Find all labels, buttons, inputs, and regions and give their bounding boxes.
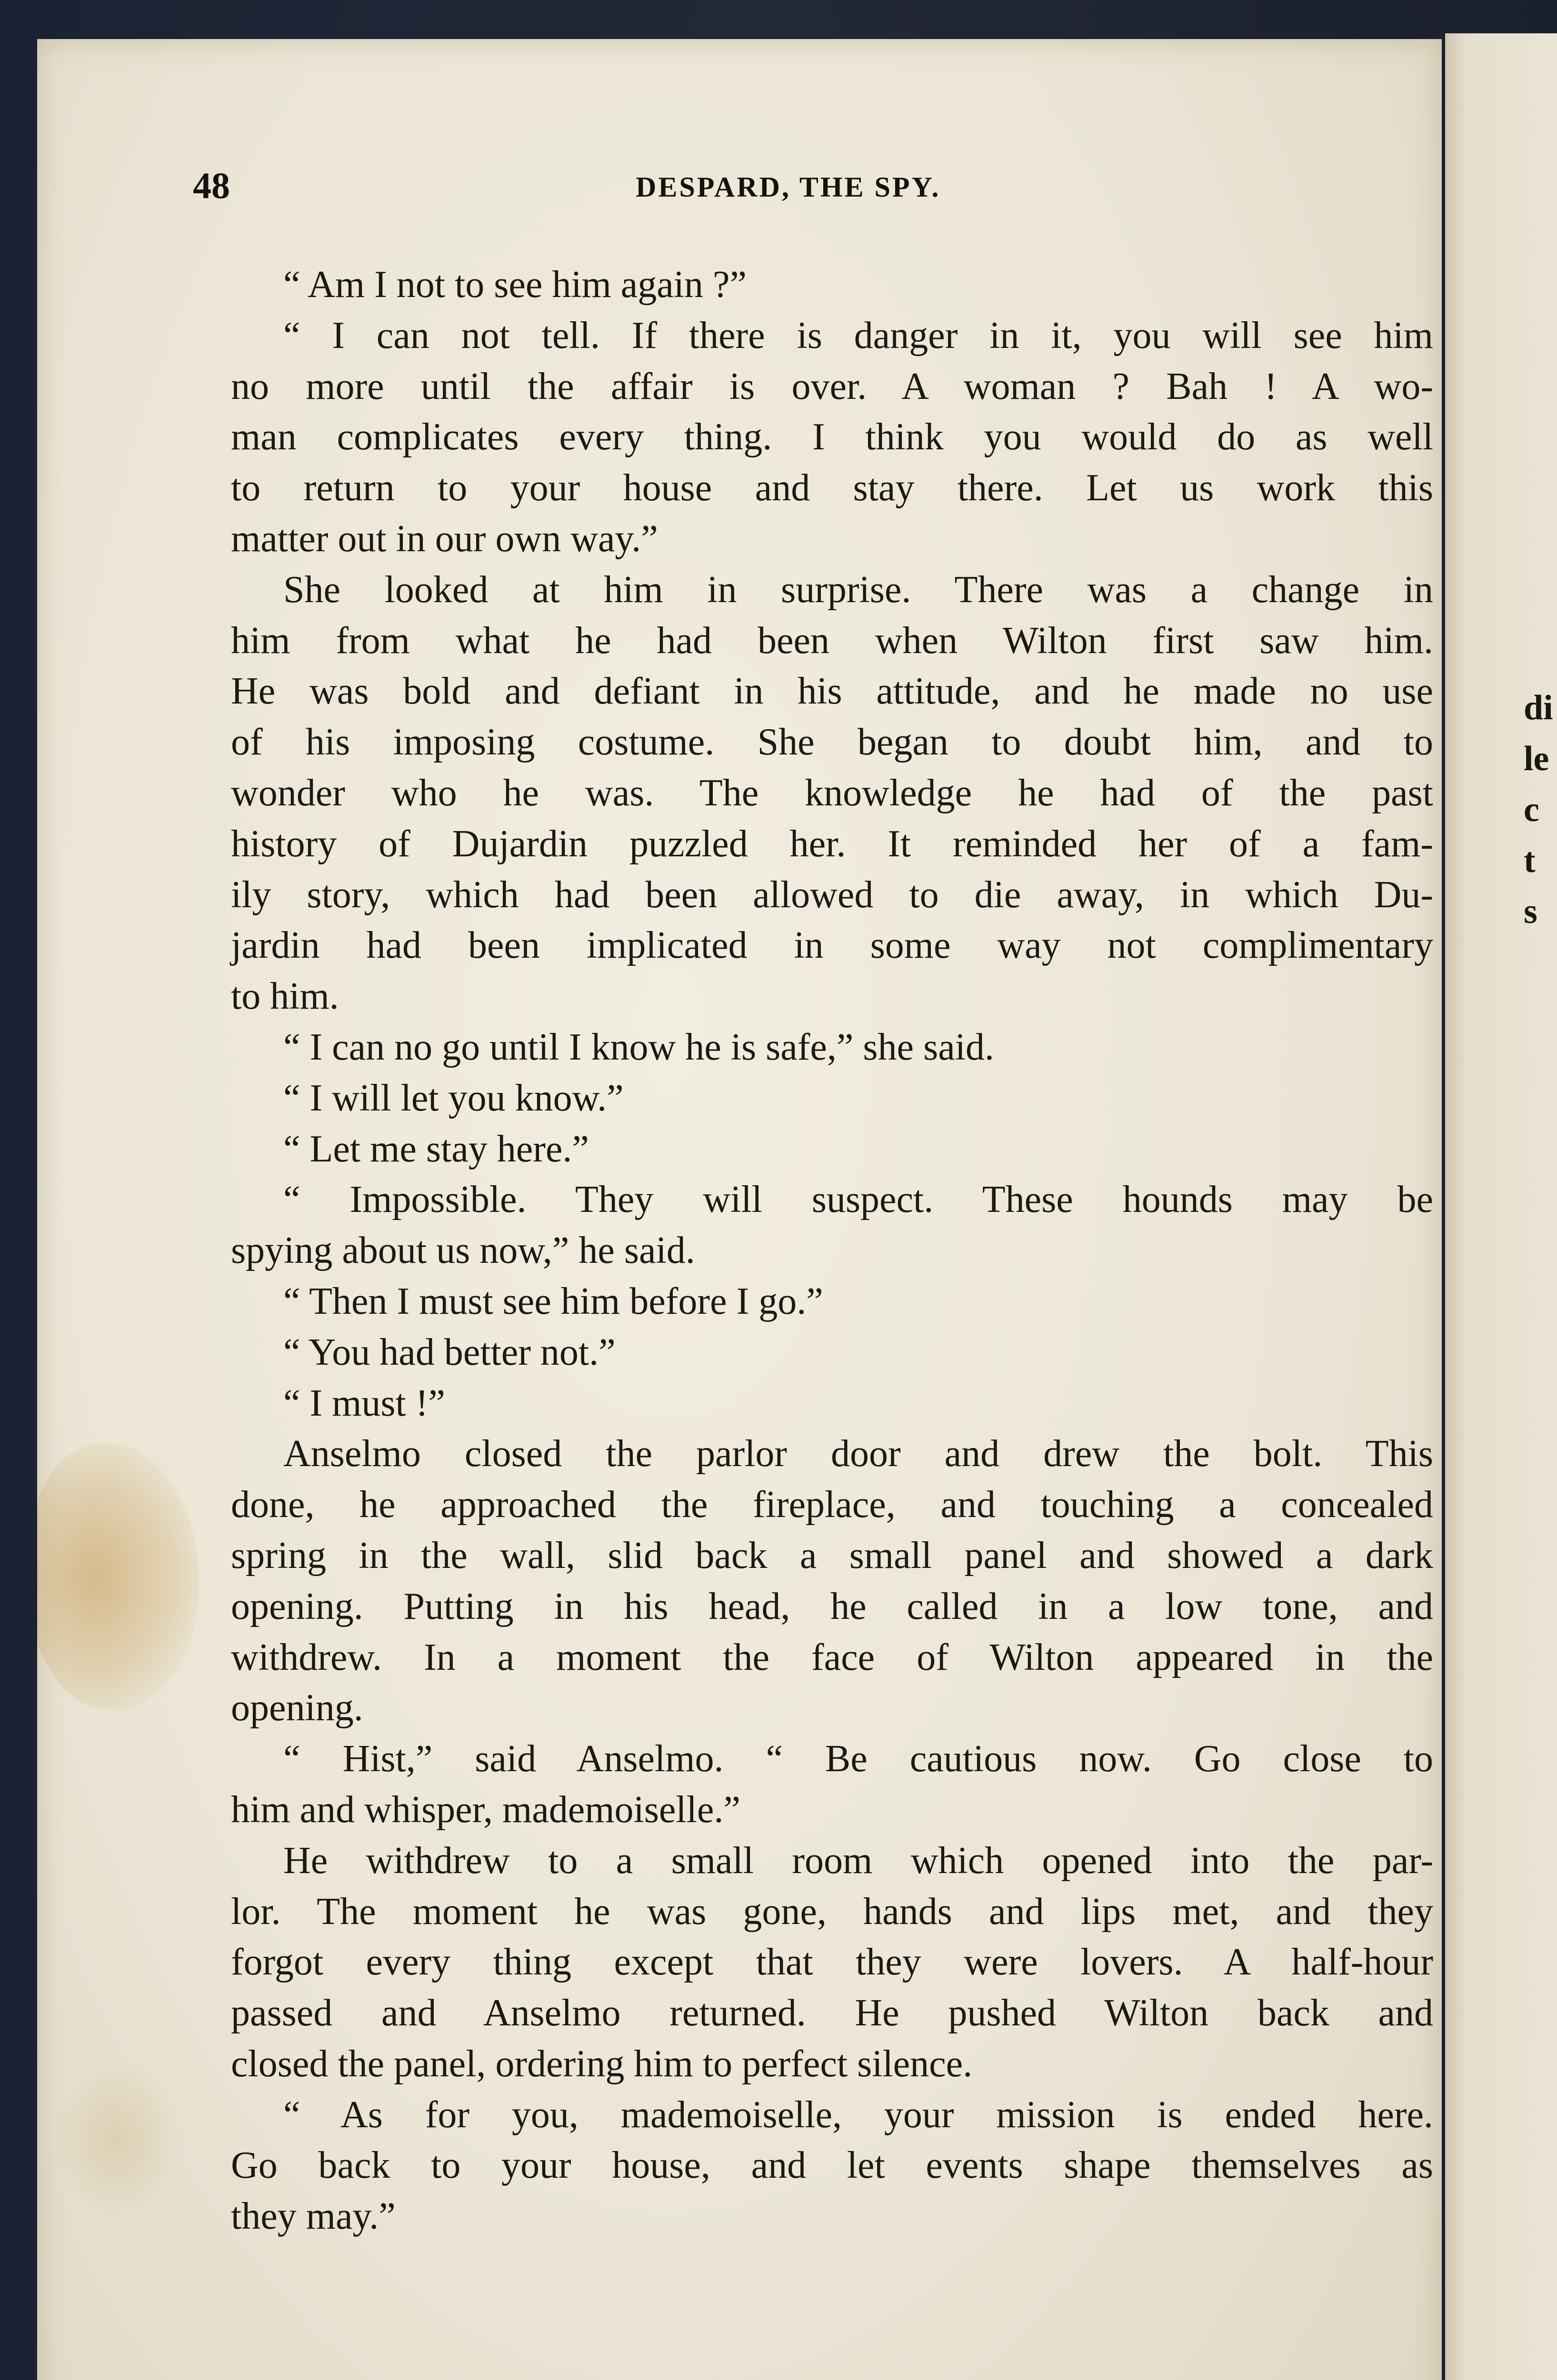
text-line: forgot every thing except that they were lovers. A half-hour	[231, 1941, 1433, 1983]
text-line: He withdrew to a small room which opened into the par-	[283, 1839, 1433, 1882]
text-line: matter out in our own way.”	[231, 517, 658, 560]
text-line: spying about us now,” he said.	[231, 1230, 695, 1272]
text-line: lor. The moment he was gone, hands and lips met, and they	[231, 1890, 1433, 1933]
text-line: wonder who he was. The knowledge he had of the past	[231, 772, 1433, 814]
text-line: “ As for you, mademoiselle, your mission is ended here.	[283, 2093, 1433, 2136]
text-line: “ Hist,” said Anselmo. “ Be cautious now. Go close to	[283, 1738, 1433, 1780]
text-line: no more until the affair is over. A woman ? Bah ! A wo-	[231, 365, 1433, 407]
text-line: “ Am I not to see him again ?”	[283, 264, 747, 306]
text-line: ily story, which had been allowed to die away, in which Du-	[231, 873, 1433, 916]
text-line: to return to your house and stay there. Let us work this	[231, 467, 1433, 509]
text-line: spring in the wall, slid back a small panel and showed a dark	[231, 1534, 1433, 1577]
text-line: “ I can not tell. If there is danger in it, you will see him	[283, 314, 1433, 357]
text-line: “ I can no go until I know he is safe,” she said.	[283, 1026, 994, 1068]
text-line: of his imposing costume. She began to doubt him, and to	[231, 721, 1433, 764]
text-line: “ I must !”	[283, 1382, 445, 1424]
text-line: opening. Putting in his head, he called in a low tone, and	[231, 1585, 1433, 1627]
text-line: “ I will let you know.”	[283, 1077, 624, 1119]
running-head: DESPARD, THE SPY.	[636, 171, 941, 203]
facing-page-fragment: t	[1524, 841, 1536, 880]
facing-page-fragment: di	[1524, 688, 1553, 727]
text-line: “ Impossible. They will suspect. These hounds may be	[283, 1179, 1433, 1221]
facing-page-edge	[1445, 33, 1557, 2380]
text-line: jardin had been implicated in some way not complimentary	[231, 924, 1433, 967]
text-line: She looked at him in surprise. There was a change in	[283, 568, 1433, 611]
facing-page-fragment: s	[1524, 892, 1537, 931]
text-line: man complicates every thing. I think you would do as well	[231, 416, 1433, 458]
water-stain	[37, 1443, 199, 1710]
text-line: passed and Anselmo returned. He pushed Wilton back and	[231, 1992, 1433, 2034]
text-line: Go back to your house, and let events shape themselves as	[231, 2144, 1433, 2187]
water-stain	[56, 2062, 180, 2214]
text-line: Anselmo closed the parlor door and drew the bolt. This	[283, 1433, 1433, 1475]
text-line: withdrew. In a moment the face of Wilton appeared in the	[231, 1636, 1433, 1678]
text-line: they may.”	[231, 2195, 396, 2238]
facing-page-fragment: c	[1524, 790, 1539, 829]
text-line: history of Dujardin puzzled her. It reminded her of a fam-	[231, 823, 1433, 865]
text-line: “ Let me stay here.”	[283, 1128, 589, 1170]
text-line: closed the panel, ordering him to perfect silence.	[231, 2043, 973, 2085]
page-number: 48	[193, 165, 230, 206]
text-line: “ Then I must see him before I go.”	[283, 1280, 823, 1322]
text-line: opening.	[231, 1687, 363, 1729]
page-header	[193, 164, 1436, 221]
text-line: to him.	[231, 975, 339, 1018]
text-line: He was bold and defiant in his attitude, and he made no use	[231, 670, 1433, 713]
text-line: “ You had better not.”	[283, 1331, 616, 1373]
facing-page-fragment: le	[1524, 739, 1549, 778]
text-line: done, he approached the fireplace, and touching a concealed	[231, 1484, 1433, 1526]
text-line: him and whisper, mademoiselle.”	[231, 1788, 740, 1831]
body-text	[231, 259, 1433, 2242]
text-line: him from what he had been when Wilton first saw him.	[231, 619, 1433, 662]
